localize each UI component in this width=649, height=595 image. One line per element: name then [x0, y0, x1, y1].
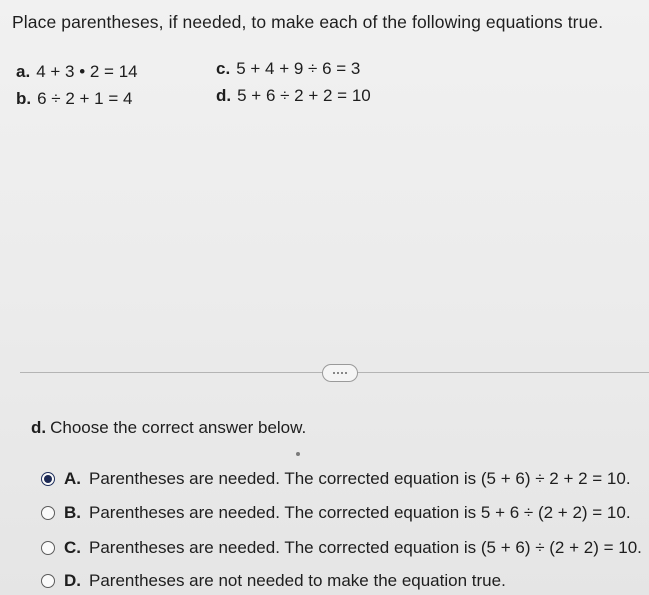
handle-dot	[337, 372, 339, 374]
answer-option-a[interactable]	[41, 469, 631, 489]
problem-letter: c.	[216, 59, 231, 78]
problem-a	[16, 62, 138, 82]
answer-option-c[interactable]	[41, 538, 642, 558]
answer-option-b[interactable]	[41, 503, 631, 523]
question-letter: d.	[31, 418, 47, 437]
question-prompt	[31, 418, 306, 438]
handle-dot	[333, 372, 335, 374]
problem-equation: 4 + 3 • 2 = 14	[36, 62, 138, 81]
problem-c	[216, 59, 360, 79]
problem-d	[216, 86, 371, 106]
option-text: Parentheses are not needed to make the equation true.	[89, 571, 506, 590]
problem-equation: 6 ÷ 2 + 1 = 4	[37, 89, 133, 108]
option-letter: A.	[64, 469, 81, 488]
instructions-text: Place parentheses, if needed, to make each of the following equations true.	[12, 12, 604, 32]
option-letter: C.	[64, 538, 81, 557]
option-text: Parentheses are needed. The corrected equation is (5 + 6) ÷ 2 + 2 = 10.	[89, 469, 631, 488]
problem-equation: 5 + 6 ÷ 2 + 2 = 10	[237, 86, 371, 105]
problem-equation: 5 + 4 + 9 ÷ 6 = 3	[236, 59, 361, 78]
handle-dot	[345, 372, 347, 374]
question-text: Choose the correct answer below.	[50, 418, 307, 437]
answer-option-d[interactable]	[41, 571, 506, 591]
option-letter: D.	[64, 571, 81, 590]
problem-letter: a.	[16, 62, 31, 81]
radio-button[interactable]	[41, 541, 55, 555]
problem-letter: b.	[16, 89, 32, 108]
option-letter: B.	[64, 503, 81, 522]
handle-dot	[341, 372, 343, 374]
radio-button-selected[interactable]	[41, 472, 55, 486]
problem-b	[16, 89, 132, 109]
radio-fill	[44, 475, 52, 483]
radio-button[interactable]	[41, 574, 55, 588]
resize-handle-icon[interactable]	[322, 364, 358, 382]
option-text: Parentheses are needed. The corrected equation is (5 + 6) ÷ (2 + 2) = 10.	[89, 538, 642, 557]
cursor-dot	[296, 452, 300, 456]
problem-letter: d.	[216, 86, 232, 105]
option-text: Parentheses are needed. The corrected equation is 5 + 6 ÷ (2 + 2) = 10.	[89, 503, 631, 522]
radio-button[interactable]	[41, 506, 55, 520]
